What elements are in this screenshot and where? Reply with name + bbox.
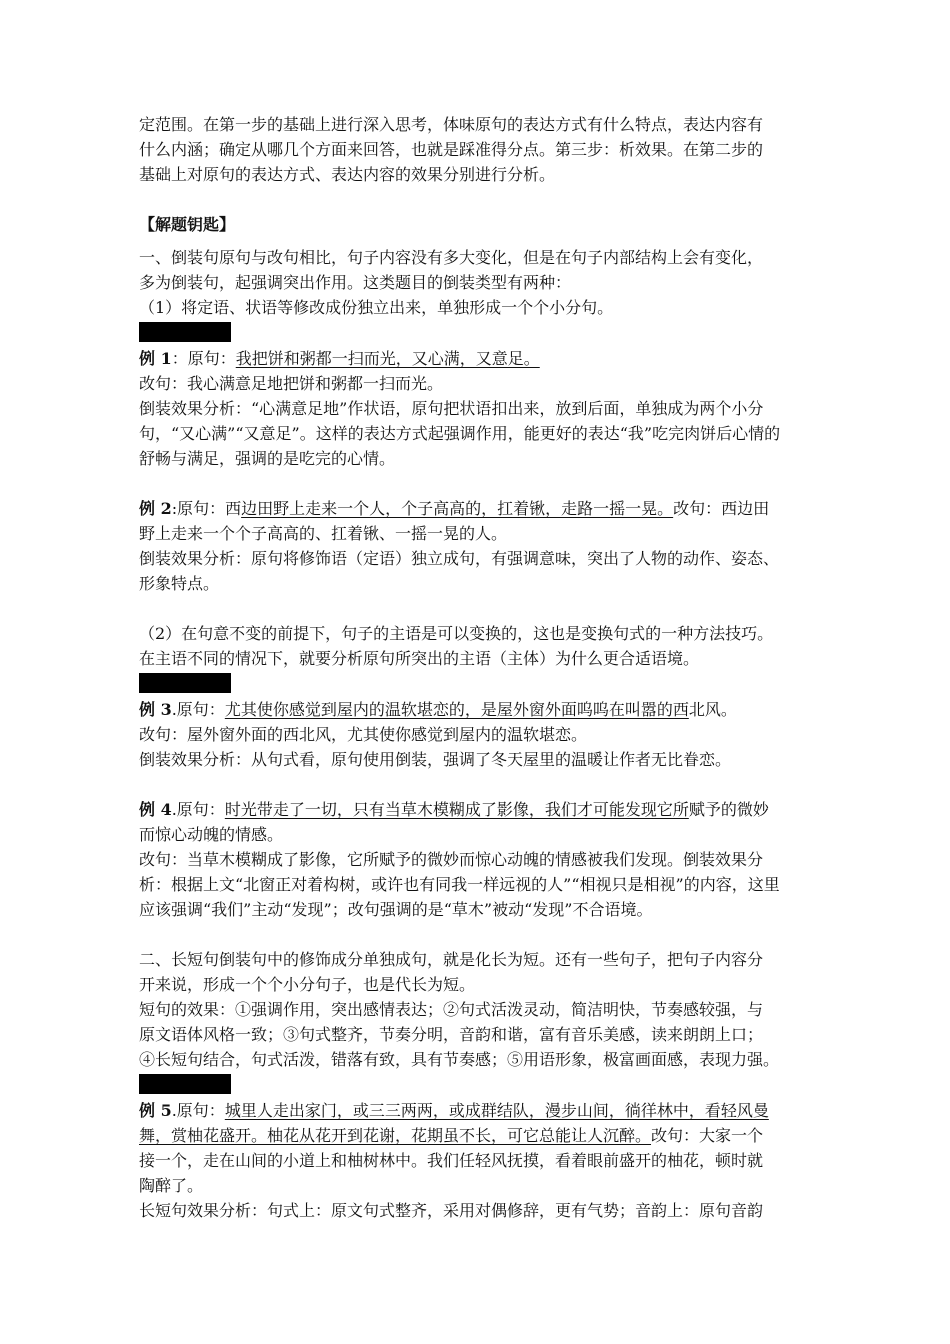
example-label: 例 1: [139, 349, 172, 368]
example-5-original-1: 例 5.原句：城里人走出家门，或三三两两，或成群结队，漫步山间，徜徉林中，看轻风曼: [139, 1101, 769, 1120]
example-label: 例 3: [139, 700, 172, 719]
underlined-original-sentence: 舞，赏柚花盛开。柚花从花开到花谢，花期虽不长，可它总能让人沉醉。: [139, 1126, 652, 1145]
section3-line-3: 短句的效果：①强调作用，突出感情表达；②句式活泼灵动，简洁明快，节奏感较强，与: [139, 1000, 764, 1019]
underlined-original-sentence: 边田野上走来一个人，个子高高的，扛着锹，走路一摇一晃。: [241, 499, 674, 518]
section3-line-2: 开来说，形成一个个小分句子，也是代长为短。: [139, 975, 476, 994]
example-4-original: 例 4.原句：时光带走了一切，只有当草木模糊成了影像，我们才可能发现它所赋予的微妙: [139, 800, 769, 819]
redaction-bar: [139, 673, 231, 693]
section1-line-1: 一、倒装句原句与改句相比，句子内容没有多大变化，但是在句子内部结构上会有变化，: [139, 248, 764, 267]
example-2-analysis-2: 形象特点。: [139, 574, 220, 593]
underlined-original-sentence: 城里人走出家门，或三三两两，或成群结队，漫步山间，徜徉林中，看轻风曼: [224, 1101, 769, 1120]
example-label: 例 4: [139, 800, 172, 819]
example-2-original: 例 2:原句：西边田野上走来一个人，个子高高的，扛着锹，走路一摇一晃。改句：西边田: [139, 499, 770, 518]
example-3-revised: 改句：屋外窗外面的西北风，尤其使你感觉到屋内的温软堪恋。: [139, 725, 588, 744]
redaction-bar: [139, 322, 231, 342]
example-5-original-2: 舞，赏柚花盛开。柚花从花开到花谢，花期虽不长，可它总能让人沉醉。改句：大家一个: [139, 1126, 764, 1145]
underlined-original-sentence: 尤其使你感觉到屋内的温软堪恋的，是屋外窗外面呜呜在叫嚣的西: [224, 700, 689, 719]
example-4-revised-1: 改句：当草木模糊成了影像，它所赋予的微妙而惊心动魄的情感被我们发现。倒装效果分: [139, 850, 764, 869]
example-1-original: 例 1：原句：我把饼和粥都一扫而光，又心满，又意足。: [139, 349, 540, 368]
example-4-revised-3: 应该强调“我们”主动“发现”；改句强调的是“草木”被动“发现”不合语境。: [139, 900, 653, 919]
example-4-revised-2: 析：根据上文“北窗正对着构树，或许也有同我一样远视的人”“相视只是相视”的内容，这里: [139, 875, 780, 894]
section1-line-2: 多为倒装句，起强调突出作用。这类题目的倒装类型有两种：: [139, 273, 572, 292]
section-heading: 【解题钥匙】: [139, 215, 236, 234]
example-5-revised-1: 接一个，走在山间的小道上和柚树林中。我们任轻风抚摸，看着眼前盛开的柚花，顿时就: [139, 1151, 764, 1170]
example-1-analysis-2: 句，“又心满”“又意足”。这样的表达方式起强调作用，能更好的表达“我”吃完肉饼后心情的: [139, 424, 781, 443]
document-page: [139, 112, 819, 1223]
example-1-analysis-3: 舒畅与满足，强调的是吃完的心情。: [139, 449, 396, 468]
intro-line-1: 定范围。在第一步的基础上进行深入思考，体味原句的表达方式有什么特点，表达内容有: [139, 115, 764, 134]
section3-line-4: 原文语体风格一致；③句式整齐，节奏分明，音韵和谐，富有音乐美感，读来朗朗上口；: [139, 1025, 764, 1044]
example-label: 例 5: [139, 1101, 172, 1120]
underlined-original-sentence: 我把饼和粥都一扫而光，又心满，又意足。: [235, 349, 540, 368]
example-4-original-cont: 而惊心动魄的情感。: [139, 825, 284, 844]
example-2-revised: 野上走来一个个子高高的、扛着锹、一摇一晃的人。: [139, 524, 508, 543]
underlined-original-sentence: 时光带走了一切，只有当草木模糊成了影像，我们才可能发现它所: [224, 800, 689, 819]
section1-line-3: （1）将定语、状语等修改成份独立出来，单独形成一个个小分句。: [139, 298, 614, 317]
intro-line-3: 基础上对原句的表达方式、表达内容的效果分别进行分析。: [139, 165, 556, 184]
section3-line-1: 二、长短句倒装句中的修饰成分单独成句，就是化长为短。还有一些句子，把句子内容分: [139, 950, 764, 969]
example-2-analysis-1: 倒装效果分析：原句将修饰语（定语）独立成句，有强调意味，突出了人物的动作、姿态、: [139, 549, 780, 568]
intro-line-2: 什么内涵；确定从哪几个方面来回答，也就是踩准得分点。第三步：析效果。在第二步的: [139, 140, 764, 159]
redaction-bar: [139, 1074, 231, 1094]
example-3-analysis: 倒装效果分析：从句式看，原句使用倒装，强调了冬天屋里的温暖让作者无比眷恋。: [139, 750, 732, 769]
example-label: 例 2: [139, 499, 172, 518]
example-1-revised: 改句：我心满意足地把饼和粥都一扫而光。: [139, 374, 444, 393]
example-5-revised-2: 陶醉了。: [139, 1176, 204, 1195]
example-1-analysis-1: 倒装效果分析：“心满意足地”作状语，原句把状语扣出来，放到后面，单独成为两个小分: [139, 399, 764, 418]
section2-line-1: （2）在句意不变的前提下，句子的主语是可以变换的，这也是变换句式的一种方法技巧。: [139, 624, 774, 643]
example-5-analysis: 长短句效果分析：句式上：原文句式整齐，采用对偶修辞，更有气势；音韵上：原句音韵: [139, 1201, 764, 1220]
section2-line-2: 在主语不同的情况下，就要分析原句所突出的主语（主体）为什么更合适语境。: [139, 649, 700, 668]
example-3-original: 例 3.原句：尤其使你感觉到屋内的温软堪恋的，是屋外窗外面呜呜在叫嚣的西北风。: [139, 700, 737, 719]
section3-line-5: ④长短句结合，句式活泼，错落有致，具有节奏感；⑤用语形象，极富画面感，表现力强。: [139, 1050, 780, 1069]
